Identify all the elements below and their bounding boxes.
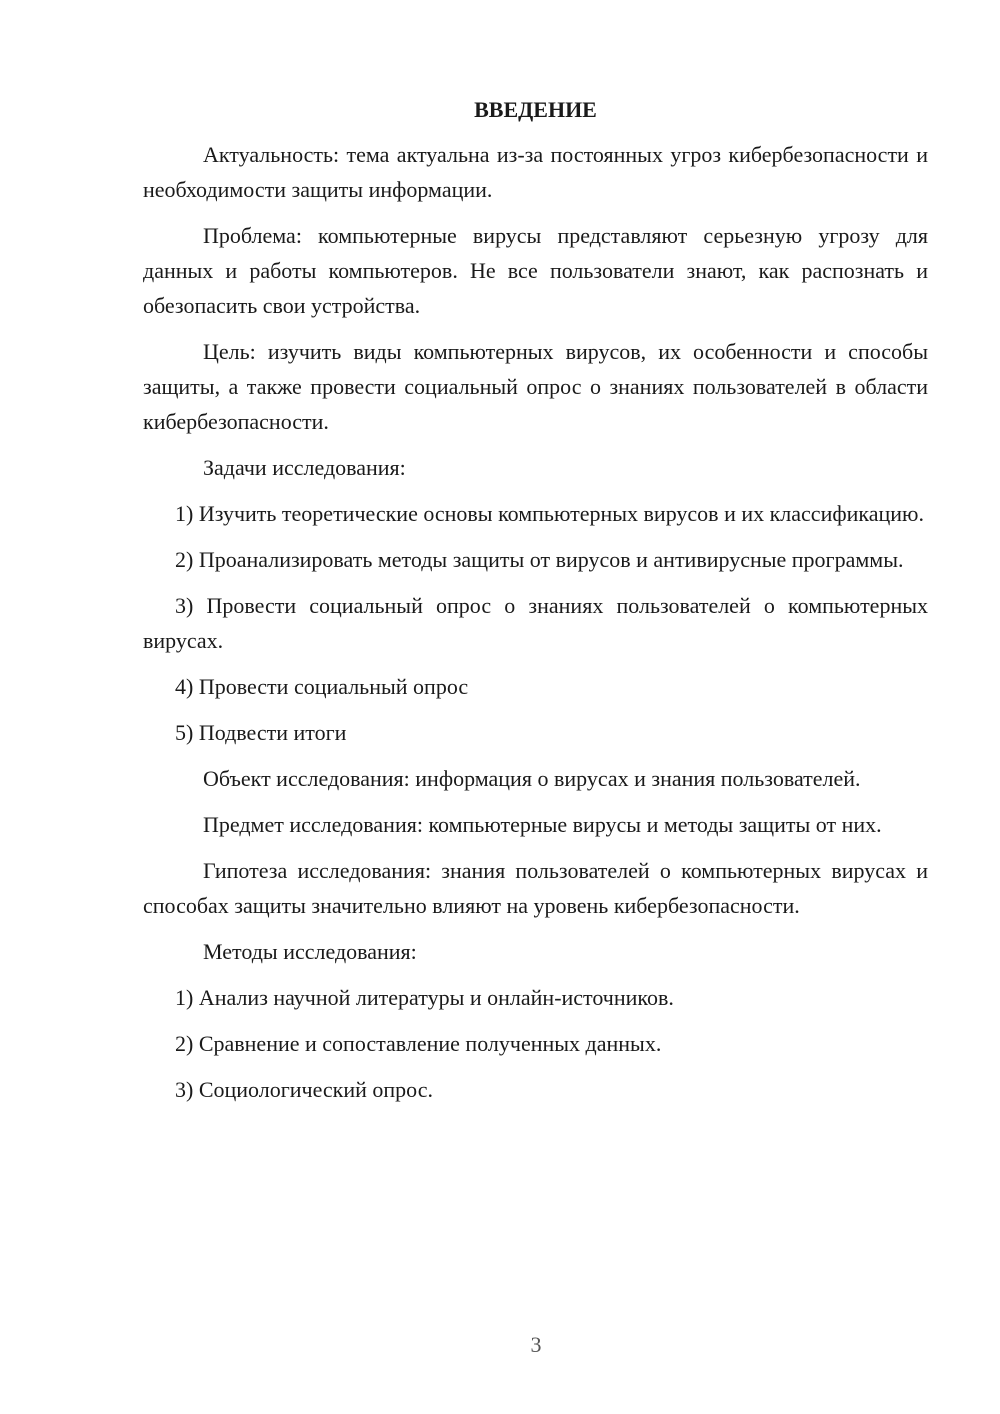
subject-paragraph: Предмет исследования: компьютерные вирусы и методы защиты от них. xyxy=(203,812,882,837)
method-item: 2) Сравнение и сопоставление полученных данных. xyxy=(175,1031,662,1056)
relevance-paragraph: Актуальность: тема актуальна из-за постоянных угроз кибербезопасности и необходимости защиты информации. xyxy=(143,142,928,202)
hypothesis-paragraph: Гипотеза исследования: знания пользователей о компьютерных вирусах и способах защиты значительно влияют на уровень кибербезопасности. xyxy=(143,858,928,918)
object-paragraph: Объект исследования: информация о вирусах и знания пользователей. xyxy=(203,766,861,791)
problem-paragraph: Проблема: компьютерные вирусы представляют серьезную угрозу для данных и работы компьютеров. Не все пользователи знают, как распознать и обезопасить свои устройства. xyxy=(143,223,928,318)
page-title: ВВЕДЕНИЕ xyxy=(474,97,597,122)
method-item: 1) Анализ научной литературы и онлайн-источников. xyxy=(175,985,674,1010)
task-item: 3) Провести социальный опрос о знаниях пользователей о компьютерных вирусах. xyxy=(143,593,928,653)
task-item: 2) Проанализировать методы защиты от вирусов и антивирусные программы. xyxy=(175,547,904,572)
method-item: 3) Социологический опрос. xyxy=(175,1077,433,1102)
page-number: 3 xyxy=(530,1332,542,1357)
methods-title: Методы исследования: xyxy=(203,939,417,964)
task-item: 4) Провести социальный опрос xyxy=(175,674,469,699)
goal-paragraph: Цель: изучить виды компьютерных вирусов, их особенности и способы защиты, а также провести социальный опрос о знаниях пользователей в области кибербезопасности. xyxy=(143,339,928,434)
document-page xyxy=(143,92,928,1118)
task-item: 1) Изучить теоретические основы компьютерных вирусов и их классификацию. xyxy=(175,501,924,526)
task-item: 5) Подвести итоги xyxy=(175,720,347,745)
tasks-title: Задачи исследования: xyxy=(203,455,406,480)
